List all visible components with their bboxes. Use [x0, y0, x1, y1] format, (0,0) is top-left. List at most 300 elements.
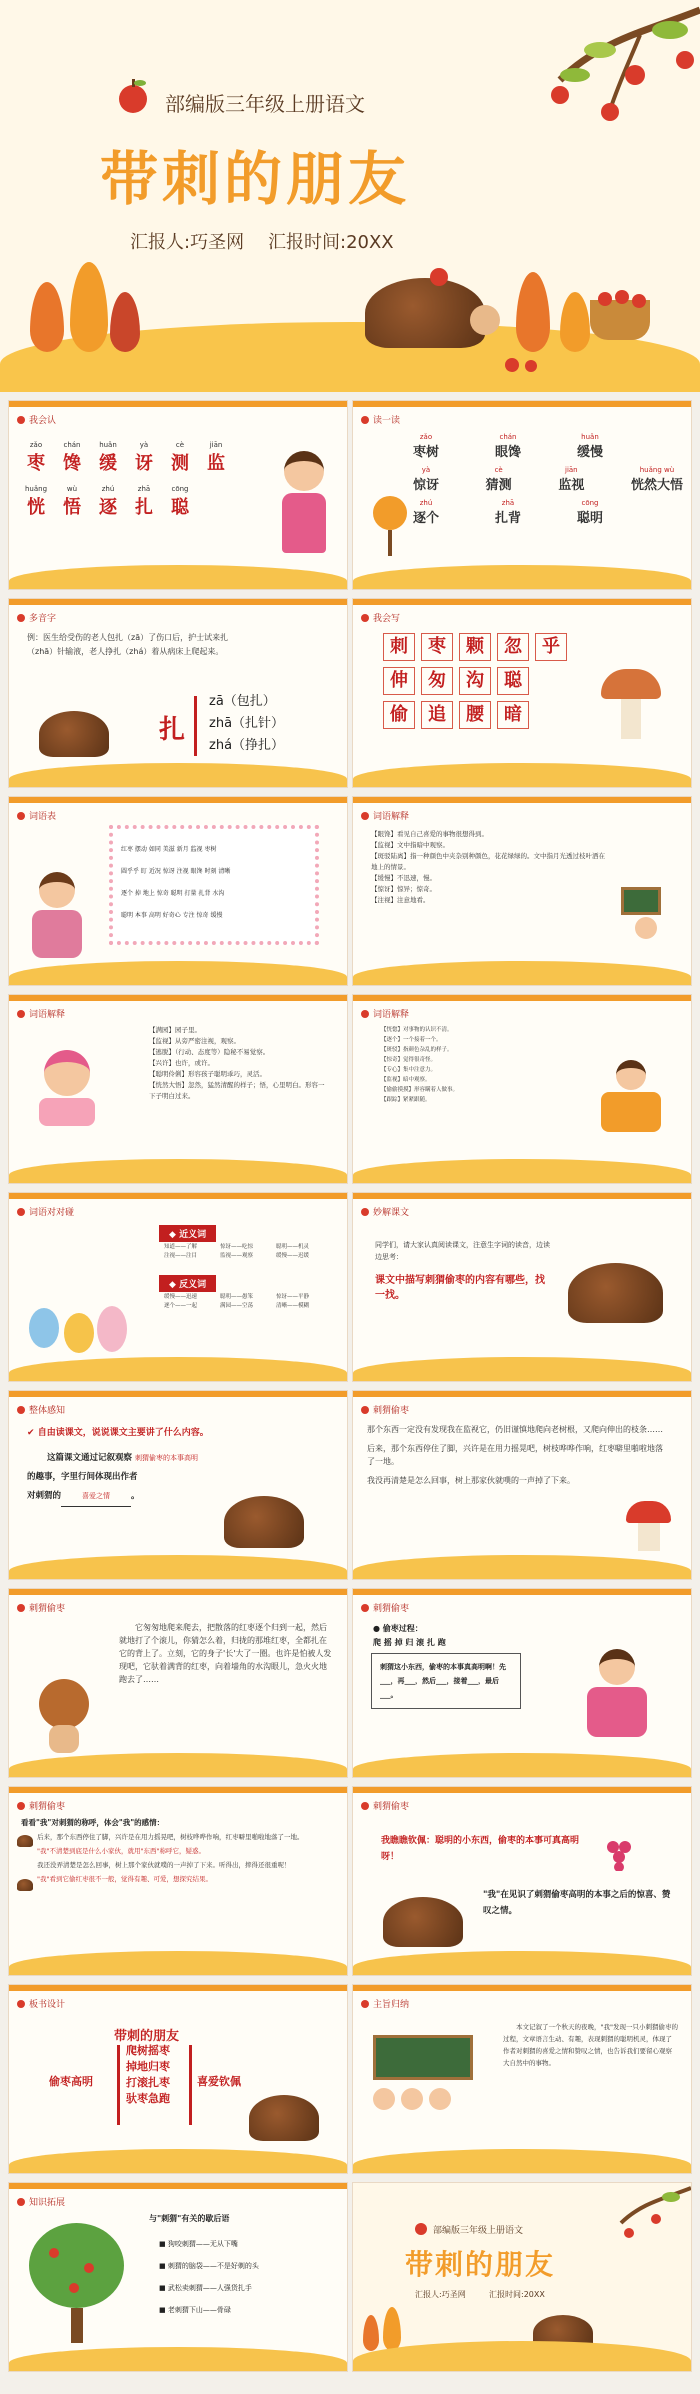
pinyin: huǎng [24, 485, 48, 493]
apple-icon [615, 290, 629, 304]
slide-header-text: 词语对对碰 [29, 1208, 75, 1218]
apple-icon [17, 2000, 25, 2008]
synonym-item: 缓慢——迟缓 [276, 1253, 310, 1259]
idiom-text: 狗咬刺猬——无从下嘴 [167, 2240, 238, 2248]
write-char: 乎 [535, 633, 567, 661]
pinyin: zǎo [419, 433, 433, 441]
leaf-illustration [363, 2315, 379, 2351]
apple-icon [17, 812, 25, 820]
explain-item: 【斑驳】指颜色杂乱的样子。 [381, 1047, 453, 1053]
ground [353, 961, 691, 985]
girl-illustration [29, 872, 84, 962]
slide-header-text: 词语表 [29, 812, 57, 822]
synonym-title: ◆ 近义词 [159, 1225, 216, 1242]
word-item [577, 433, 603, 460]
slide-header-text: 整体感知 [29, 1406, 66, 1416]
answer-text [47, 1449, 337, 1468]
ground [353, 2149, 691, 2173]
question-text: 自由读课文，说说课文主要讲了什么内容。 [37, 1428, 209, 1438]
apple-icon [17, 416, 25, 424]
apple-icon [361, 614, 369, 622]
ground [9, 1159, 347, 1183]
top-bar [353, 599, 691, 605]
board-right: 喜爱钦佩 [197, 2075, 241, 2088]
mushroom-house-illustration [626, 1501, 671, 1551]
word: 眼馋 [494, 445, 521, 460]
pinyin: huǎng wù [639, 466, 675, 474]
ground [353, 1951, 691, 1975]
word-item [558, 466, 584, 493]
word-item [413, 499, 439, 526]
apple-icon [17, 1604, 25, 1612]
children-illustration [591, 1060, 671, 1150]
write-char-grid [383, 633, 573, 729]
word-item [495, 499, 521, 526]
slide-write-chars [352, 598, 692, 788]
word-item [486, 466, 512, 493]
slide-header-text: 主旨归纳 [373, 2000, 410, 2010]
explain-item: 【兴许】也许，或许。 [149, 1059, 214, 1067]
exclaim-text: 我瞧瞧钦佩：聪明的小东西，偷枣的本事可真高明呀！ [381, 1836, 580, 1862]
explain-item: 【监视】文中指暗中观察。 [371, 841, 449, 849]
polyphonic-char: 扎 [159, 715, 186, 745]
char: 枣 [27, 453, 45, 474]
top-bar [353, 995, 691, 1001]
char-item [165, 441, 195, 475]
slide-end-cover [352, 2182, 692, 2372]
apple-icon [361, 1406, 369, 1414]
write-char: 枣 [421, 633, 453, 661]
write-char: 暗 [497, 701, 529, 729]
slide-header [361, 1007, 409, 1020]
slide-header-text: 读一读 [373, 416, 401, 426]
question-text: 课文中描写刺猬偷枣的内容有哪些，找一找。 [375, 1275, 545, 1301]
slide-text-analysis [352, 1192, 692, 1382]
slide-header-text: 刺猬偷枣 [373, 1604, 410, 1614]
answer-part: 这篇课文通过记叙观察 [47, 1453, 133, 1463]
ground [353, 1357, 691, 1381]
slide-word-explain-1 [352, 796, 692, 986]
ground [9, 1555, 347, 1579]
word: 聪明 [576, 511, 603, 526]
reading-item: zhá（挣扎） [209, 738, 285, 753]
slide-blackboard-design [8, 1984, 348, 2174]
apple-icon [361, 1802, 369, 1810]
synonym-item: 惊讶——吃惊 [220, 1244, 254, 1250]
hedgehog-illustration [568, 1263, 663, 1323]
char-row [21, 441, 236, 475]
pinyin: huǎn [99, 441, 117, 449]
example-line: 例：医生给受伤的老人包扎（zā）了伤口后，护士试来扎 [27, 633, 229, 642]
slide-recognize-chars [8, 400, 348, 590]
explain-item: 【满园】园子里。 [149, 1026, 201, 1034]
idiom-item: ■ 武松卖刺猬——人强货扎手 [159, 2284, 252, 2292]
top-bar [9, 401, 347, 407]
char: 扎 [135, 497, 153, 518]
analysis-line: "我"不清楚到底是什么小家伙，就用"东西"称呼它，疑惑。 [37, 1847, 205, 1855]
explain-item: 【偷偷摸摸】形容瞒着人做事。 [381, 1087, 459, 1093]
toys-illustration [29, 1288, 129, 1358]
board-step: 掉地归枣 [126, 2060, 170, 2073]
word: 恍然大悟 [630, 478, 683, 493]
hedgehog-icon [17, 1835, 33, 1847]
word-table-row: 红枣 摆动 如同 美滋 新月 监视 枣树 [121, 846, 217, 853]
slide-header-text: 知识拓展 [29, 2198, 66, 2208]
char: 逐 [99, 497, 117, 518]
slide-header-text: 板书设计 [29, 2000, 66, 2010]
slide-header [361, 1403, 409, 1416]
slide-header [361, 1601, 409, 1614]
hedgehog-illustration [224, 1496, 304, 1548]
example-line: （zhā）针输液，老人挣扎（zhá）着从病床上爬起来。 [27, 647, 224, 656]
pinyin: chán [499, 433, 517, 441]
pinyin: cōng [171, 485, 189, 493]
leaf-illustration [560, 292, 590, 352]
word-item [631, 466, 683, 493]
pinyin: jiān [209, 441, 223, 449]
explain-item: 【跟踪】紧紧跟随。 [381, 1097, 431, 1103]
word-item [577, 499, 603, 526]
word-row [413, 466, 683, 493]
brace-divider [189, 2045, 192, 2125]
char-grid [21, 441, 236, 519]
slide-word-explain-3 [352, 994, 692, 1184]
slide-header [17, 1403, 65, 1416]
explain-item: 【惊奇】觉得很奇怪。 [381, 1057, 437, 1063]
leaf-illustration [30, 282, 64, 352]
answer-part: 。 [131, 1491, 140, 1501]
passage-text [367, 1423, 679, 1487]
explain-item: 【逃脱】（行动、态度等）隐秘不易觉察。 [149, 1048, 270, 1056]
write-char: 刺 [383, 633, 415, 661]
slide-header [17, 611, 56, 624]
apple-icon [525, 360, 537, 372]
word: 扎背 [494, 511, 521, 526]
top-bar [353, 401, 691, 407]
write-char: 沟 [459, 667, 491, 695]
mushroom-illustration [601, 669, 661, 739]
slide-header [17, 1007, 65, 1020]
pinyin: cōng [581, 499, 599, 507]
instruction-text: 同学们，请大家认真阅读课文，注意生字词的读音，边读边思考： [375, 1241, 550, 1261]
slide-steal-dates-5 [352, 1786, 692, 1976]
top-bar [353, 1787, 691, 1793]
antonym-item: 惊讶——平静 [276, 1294, 310, 1300]
analysis-line: 后来，那个东西停住了脚，兴许是在用力摇晃吧，树枝哗哗作响，红枣噼里啪啦地落了一地。 [37, 1833, 304, 1841]
process-label: ● 偷枣过程： [373, 1624, 423, 1633]
apple-icon [17, 1208, 25, 1216]
word-item [413, 466, 439, 493]
explain-item: 【监视】从旁严密注视，观察。 [149, 1037, 240, 1045]
slide-steal-dates-2 [8, 1588, 348, 1778]
process-label-text: 偷枣过程： [382, 1624, 423, 1633]
antonym-item: 缓慢——迅速 [164, 1294, 198, 1300]
write-char: 偷 [383, 701, 415, 729]
char: 监 [207, 453, 225, 474]
hedgehog-illustration [365, 278, 485, 348]
top-bar [353, 1985, 691, 1991]
char: 缓 [99, 453, 117, 474]
word: 枣树 [413, 445, 440, 460]
slide-main-idea [352, 1984, 692, 2174]
idiom-text: 刺猬的脑袋——不是好剃的头 [167, 2262, 259, 2270]
slide-header [361, 809, 409, 822]
explain-item: 【监视】暗中观察。 [381, 1077, 431, 1083]
answer-line [47, 1449, 337, 1468]
top-bar [353, 1391, 691, 1397]
slide-header [361, 1799, 409, 1812]
idiom-text: 武松卖刺猬——人强货扎手 [167, 2284, 252, 2292]
slide-header [361, 1997, 409, 2010]
word-table-row: 逐个 掉 地上 惊奇 聪明 打量 扎背 水沟 [121, 890, 225, 897]
classroom-illustration [373, 2035, 483, 2145]
pinyin: zhú [101, 485, 115, 493]
word-table-row: 圆乎乎 盯 近况 惊讶 注视 眼馋 时刻 清晰 [121, 868, 231, 875]
pinyin: zhú [419, 499, 433, 507]
char: 馋 [63, 453, 81, 474]
word-item [413, 433, 439, 460]
cover-time: 汇报时间:20XX [268, 232, 394, 253]
slide-header-text: 我会写 [373, 614, 401, 624]
top-bar [353, 1193, 691, 1199]
end-reporter: 汇报人:巧圣网 [415, 2290, 466, 2299]
girl-with-dates-illustration [567, 1649, 667, 1749]
explain-item: 【缓慢】不迅速，慢。 [371, 874, 436, 882]
hedgehog-face [470, 305, 500, 335]
apple-icon [415, 2223, 427, 2235]
answer-blank: 刺猬偷枣的本事高明 [134, 1454, 198, 1462]
hedgehog-illustration [39, 711, 109, 757]
slide-header [17, 2195, 65, 2208]
char-item [57, 485, 87, 519]
slide-steal-dates-4 [8, 1786, 348, 1976]
ground [353, 1159, 691, 1183]
leaf-illustration [516, 272, 550, 352]
apple-icon [361, 812, 369, 820]
slide-header-text: 词语解释 [29, 1010, 66, 1020]
pinyin: wù [66, 485, 78, 493]
apple-icon [361, 1010, 369, 1018]
write-char: 忽 [497, 633, 529, 661]
slide-header-text: 刺猬偷枣 [29, 1802, 66, 1812]
char-item [93, 485, 123, 519]
girl-thinking-illustration [37, 1050, 97, 1130]
idiom-item: ■ 老刺猬下山——骨碌 [159, 2306, 231, 2314]
passage-text: 它匆匆地爬来爬去，把散落的红枣逐个归到一起，然后就地打了个滚儿，你猜怎么着，归拢的那堆红枣，全都扎在它的背上了。立刻，它的身子'长'大了一圈。也许是怕被人发现吧，它驮着满背的红枣，向着墙角的水沟眼儿，急火火地跑去了…… [119, 1623, 332, 1684]
leaf-illustration [70, 262, 108, 352]
slide-read-words [352, 400, 692, 590]
end-subtitle: 部编版三年级上册语文 [433, 2226, 524, 2236]
char: 聪 [171, 497, 189, 518]
example-text [27, 631, 337, 659]
word-item [495, 433, 521, 460]
pinyin: zhā [501, 499, 515, 507]
slide-header [361, 611, 400, 624]
idiom-item: ■ 刺猬的脑袋——不是好剃的头 [159, 2262, 259, 2270]
slide-header [17, 1601, 65, 1614]
pinyin: zhā [137, 485, 151, 493]
char-item [201, 441, 231, 475]
extension-title: 与"刺猬"有关的歇后语 [149, 2214, 230, 2223]
explain-list [149, 1025, 329, 1102]
answer-blank: 喜爱之情 [61, 1487, 131, 1507]
hedgehog-icon [17, 1879, 33, 1891]
spacer [535, 667, 567, 695]
top-bar [9, 1589, 347, 1595]
apple-icon [17, 614, 25, 622]
word: 监视 [558, 478, 585, 493]
slide-header [361, 1205, 409, 1218]
tree-branch-illustration [480, 0, 700, 140]
word: 缓慢 [576, 445, 603, 460]
ground [9, 2149, 347, 2173]
antonym-item: 满园——空荡 [220, 1303, 254, 1309]
hedgehog-standing-illustration [39, 1679, 89, 1754]
word: 猜测 [485, 478, 512, 493]
antonym-item: 清晰——模糊 [276, 1303, 310, 1309]
board-title: 带刺的朋友 [114, 2029, 180, 2044]
word-row [413, 433, 603, 460]
tree-illustration [373, 496, 407, 556]
char-item [165, 485, 195, 519]
apple-icon [361, 1208, 369, 1216]
slide-steal-dates-1 [352, 1390, 692, 1580]
top-bar [9, 1787, 347, 1793]
reading-list [209, 691, 284, 757]
pinyin: jiān [565, 466, 578, 474]
explain-item: 【专心】集中注意力。 [381, 1067, 437, 1073]
summary-text: 本文记叙了一个秋天的夜晚，"我"发现一只小刺猬偷枣的过程，文章语言生动、有趣，表现刺猬的聪明机灵，体现了作者对刺猬的喜爱之情和赞叹之情，也告诉我们要留心观察大自然中的事物。 [503, 2023, 678, 2067]
leaf-illustration [110, 292, 140, 352]
slide-overview [8, 1390, 348, 1580]
board-steps [126, 2043, 170, 2107]
slide-header-text: 多音字 [29, 614, 57, 624]
ground [9, 961, 347, 985]
ground [9, 1951, 347, 1975]
answer-line: 的趣事，字里行间体现出作者 [27, 1472, 138, 1482]
end-time: 汇报时间:20XX [489, 2290, 545, 2299]
slide-header [17, 1997, 65, 2010]
analysis-line: 我还没弄清楚是怎么回事，树上那个家伙就噗的一声掉了下来。听得出，摔得还很重呢！ [37, 1861, 291, 1869]
apple-icon [505, 358, 519, 372]
top-bar [9, 797, 347, 803]
char-row [21, 485, 236, 519]
board-left: 偷枣高明 [49, 2075, 93, 2088]
word: 惊讶 [413, 478, 440, 493]
pinyin: yà [139, 441, 149, 449]
antonym-item: 聪明——愚笨 [220, 1294, 254, 1300]
word-table-row: 聪明 本事 高明 好奇心 专注 惊奇 缓慢 [121, 912, 223, 919]
question-line: ✔ 自由读课文，说说课文主要讲了什么内容。 [27, 1428, 209, 1438]
analysis-line: "我"看到它偷红枣很不一般，觉得有趣、可爱，想探究结果。 [37, 1875, 212, 1883]
antonym-item: 逐个——一起 [164, 1303, 198, 1309]
apple-icon [361, 416, 369, 424]
slide-word-explain-2 [8, 994, 348, 1184]
antonym-title-text: 反义词 [179, 1280, 207, 1290]
grapes-icon [601, 1835, 637, 1871]
pinyin: yà [421, 466, 431, 474]
explain-list [371, 829, 611, 906]
synonym-item: 监视——观察 [220, 1253, 254, 1259]
slide-word-table [8, 796, 348, 986]
board-step: 打滚扎枣 [126, 2076, 170, 2089]
question-text: 看看"我"对刺猬的称呼，体会"我"的感情： [21, 1818, 165, 1827]
slide-header [17, 1799, 65, 1812]
slide-steal-dates-3 [352, 1588, 692, 1778]
apple-icon [430, 268, 448, 286]
word-table-frame [109, 825, 319, 945]
top-bar [9, 1391, 347, 1397]
reading-item: zhā（扎针） [209, 716, 285, 731]
ground [9, 1357, 347, 1381]
slide-header [361, 413, 400, 426]
write-char: 匆 [421, 667, 453, 695]
slide-header [17, 1205, 74, 1218]
apple-icon [17, 1010, 25, 1018]
top-bar [353, 1589, 691, 1595]
apple-icon [598, 292, 612, 306]
board-step: 爬树摇枣 [126, 2044, 170, 2057]
ground [9, 1753, 347, 1777]
answer-part: 对刺猬的 [27, 1491, 62, 1501]
analysis-list [37, 1832, 337, 1885]
explain-item: 【恍然大悟】忽然，猛然清醒的样子；悟，心里明白。形容一下子明白过来。 [149, 1081, 325, 1100]
idiom-text: 老刺猬下山——骨碌 [167, 2306, 231, 2314]
pinyin: zǎo [29, 441, 43, 449]
apple-icon [361, 1604, 369, 1612]
fill-blank-box: 刺猬这小东西，偷枣的本事真高明啊！先___，再___，然后___，接着___，最后___。 [371, 1653, 521, 1709]
pinyin: huǎn [581, 433, 599, 441]
slide-header-text: 词语解释 [373, 1010, 410, 1020]
char-item [93, 441, 123, 475]
char-item [21, 441, 51, 475]
explain-item: 【惊讶】惊异；惊奇。 [371, 885, 436, 893]
char-item [129, 441, 159, 475]
tree-branch-illustration [581, 2183, 691, 2253]
teacher-illustration [621, 887, 671, 957]
apple-icon [361, 2000, 369, 2008]
antonym-list [164, 1293, 334, 1311]
pinyin: chán [63, 441, 81, 449]
slide-header [17, 413, 56, 426]
apple-icon [17, 2198, 25, 2206]
slide-header-text: 刺猬偷枣 [373, 1802, 410, 1812]
slide-header-text: 我会认 [29, 416, 57, 426]
write-char: 腰 [459, 701, 491, 729]
ground [353, 2341, 691, 2371]
word-row [413, 499, 603, 526]
slide-synonym-antonym [8, 1192, 348, 1382]
char: 讶 [135, 453, 153, 474]
slide-polyphonic [8, 598, 348, 788]
char-item [21, 485, 51, 519]
idiom-list [159, 2233, 339, 2321]
hedgehog-illustration [249, 2095, 319, 2141]
slide-header-text: 刺猬偷枣 [373, 1406, 410, 1416]
explain-item: 【注视】注意地看。 [371, 896, 430, 904]
cover-reporter: 汇报人:巧圣网 [130, 232, 245, 253]
cover-subtitle: 部编版三年级上册语文 [165, 92, 365, 116]
ground [9, 565, 347, 589]
ground [9, 2347, 347, 2371]
ground [353, 1753, 691, 1777]
slide-header [17, 809, 56, 822]
write-char: 伸 [383, 667, 415, 695]
explain-list [381, 1025, 556, 1105]
cover-slide [0, 0, 700, 392]
feeling-text: "我"在见识了刺猬偷枣高明的本事之后的惊喜、赞叹之情。 [483, 1890, 671, 1916]
slide-knowledge-extension [8, 2182, 348, 2372]
